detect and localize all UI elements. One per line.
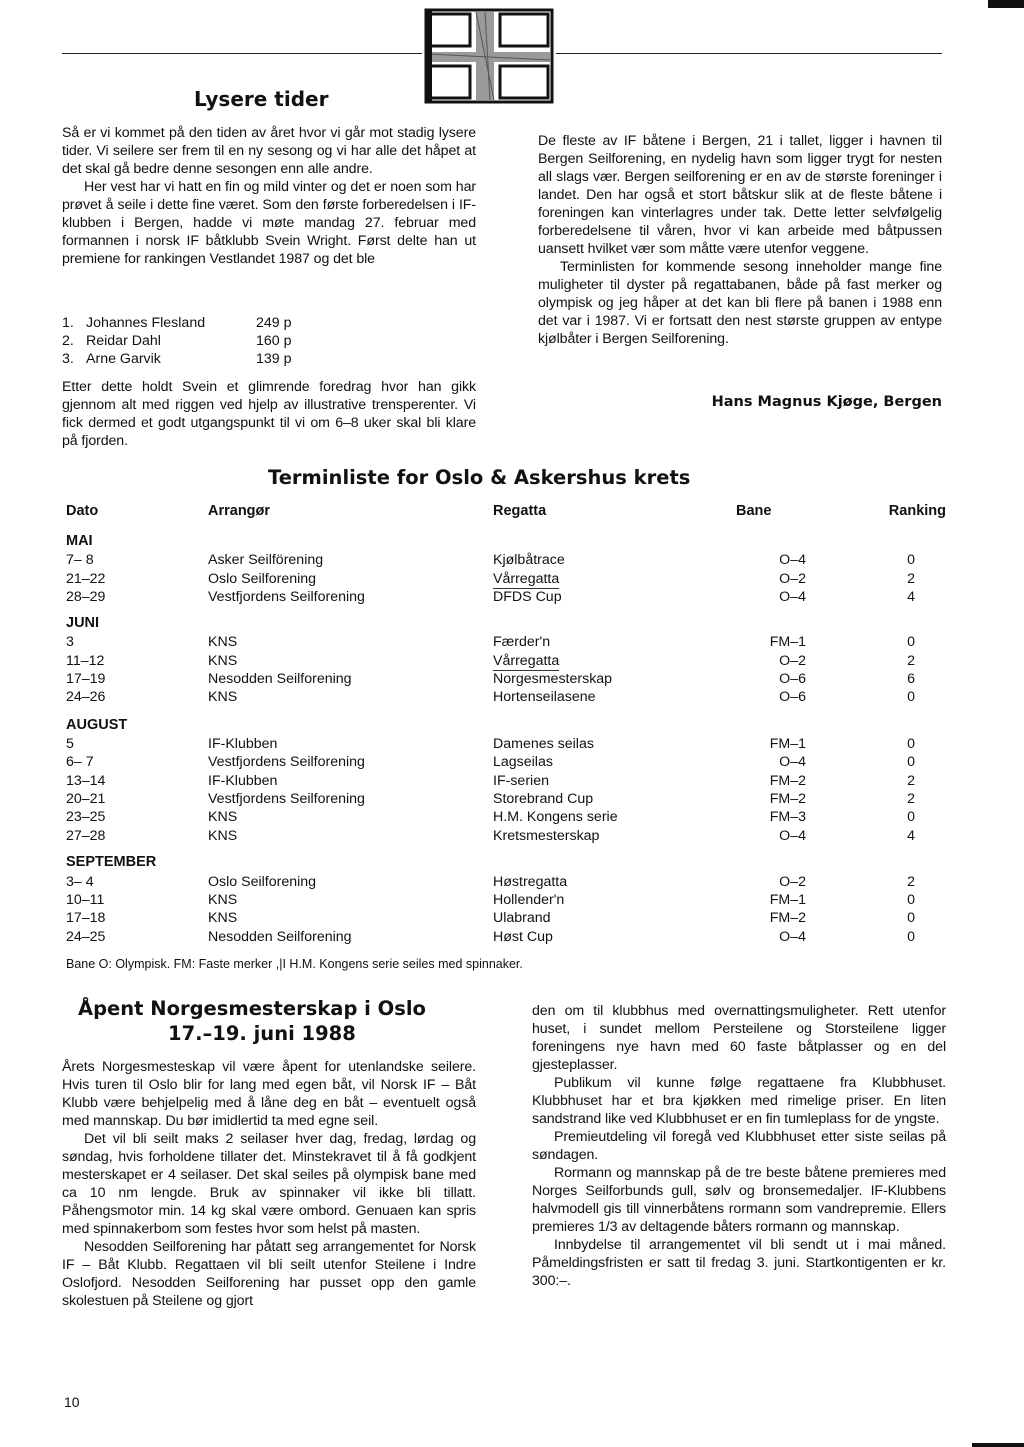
table-row: [66, 909, 946, 927]
cell-ranking: 2: [907, 773, 915, 789]
article1-right-column: [538, 132, 942, 348]
cell-ranking: 0: [907, 892, 915, 908]
cell-date: 20–21: [66, 791, 106, 807]
cell-ranking: 0: [907, 634, 915, 650]
column-header-course: Bane: [736, 503, 772, 519]
cell-regatta: Lagseilas: [493, 754, 553, 770]
corner-mark: [988, 0, 1024, 8]
cell-course: FM–2: [769, 773, 806, 789]
cell-regatta: IF-serien: [493, 773, 549, 789]
cell-course: O–6: [779, 689, 806, 705]
cell-regatta: Færder'n: [493, 634, 551, 650]
schedule-title: Terminliste for Oslo & Askershus krets: [268, 466, 691, 489]
result-points: 249 p: [256, 315, 292, 331]
cell-organizer: KNS: [208, 653, 238, 669]
cell-regatta: H.M. Kongens serie: [493, 809, 618, 825]
norwegian-flag-icon: [424, 8, 556, 104]
cell-organizer: KNS: [208, 689, 238, 705]
article2-paragraph: Innbydelse til arrangementet vil bli sendt ut i mai måned. Påmeldingsfristen er satt til fredag 3. juni. Startkontigenten er kr. 300:–.: [532, 1237, 946, 1289]
cell-course: FM–1: [769, 634, 806, 650]
month-heading: SEPTEMBER: [66, 854, 157, 870]
cell-organizer: KNS: [208, 828, 238, 844]
cell-date: 17–18: [66, 910, 106, 926]
article1-paragraph: Etter dette holdt Svein et glimrende foredrag hvor han gikk gjennom alt med riggen ved hjelp av illustrative trensperenter. Vi fick dermed et godt utgangspunkt til vi om 6–8 uker skal bli klare på fjorden.: [62, 379, 476, 449]
cell-date: 24–25: [66, 929, 106, 945]
column-header-ranking: Ranking: [888, 503, 946, 519]
table-row: [66, 570, 946, 588]
cell-regatta: Kjølbåtrace: [493, 552, 565, 568]
result-rank: 1.: [62, 315, 74, 331]
cell-organizer: Vestfjordens Seilforening: [208, 754, 365, 770]
cell-date: 10–11: [66, 892, 105, 908]
article2-paragraph: Publikum vil kunne følge regattaene fra Klubbhuset. Klubbhuset har et bra kjøkken med rimelige priser. En liten sandstrand like ved Klubbhuset er en fin tumleplass for de yngste.: [532, 1075, 946, 1127]
cell-course: FM–1: [769, 892, 806, 908]
cell-regatta: Høstregatta: [493, 874, 568, 890]
cell-date: 5: [66, 736, 74, 752]
cell-course: O–4: [779, 828, 806, 844]
month-heading: AUGUST: [66, 717, 128, 733]
article2-paragraph: den om til klubbhus med overnattingsmuligheter. Rett utenfor huset, i sundet mellom Persteilene og Storsteilene ligger foreningens nye havn med 60 faste båtplasser og en del gjesteplasser.: [532, 1003, 946, 1073]
cell-ranking: 2: [907, 653, 915, 669]
cell-ranking: 4: [907, 828, 915, 844]
table-row: [66, 551, 946, 569]
result-rank: 2.: [62, 333, 74, 349]
table-row: [66, 633, 946, 651]
table-row: [66, 772, 946, 790]
cell-date: 13–14: [66, 773, 106, 789]
result-name: Arne Garvik: [86, 351, 161, 367]
table-row: [66, 670, 946, 688]
cell-date: 24–26: [66, 689, 106, 705]
cell-course: O–4: [779, 589, 806, 605]
column-header-regatta: Regatta: [493, 503, 547, 519]
cell-ranking: 0: [907, 910, 915, 926]
cell-regatta: Norgesmesterskap: [493, 671, 613, 687]
article2-paragraph: Det vil bli seilt maks 2 seilaser hver dag, fredag, lørdag og søndag, hvis forholdene tillater det. Minstekravet til å få godkjent mesterskapet er 4 seilaser. Det skal seiles på olympisk bane med ca 10 nm lengde. Bruk av spinnaker vil ikke bli tillatt. Påhengsmotor min. 14 kg skal være ombord. Genuaen kan spris med spinnakerbom som festes hvor som helst på masten.: [62, 1131, 476, 1237]
cell-course: O–2: [779, 653, 806, 669]
cell-ranking: 0: [907, 689, 915, 705]
table-row: [66, 808, 946, 826]
cell-ranking: 2: [907, 791, 915, 807]
article1-closing: [62, 378, 476, 450]
table-row: [66, 688, 946, 706]
month-heading: MAI: [66, 533, 93, 549]
cell-regatta: Kretsmesterskap: [493, 828, 600, 844]
table-row: [66, 588, 946, 606]
article1-paragraph: Så er vi kommet på den tiden av året hvor vi går mot stadig lysere tider. Vi seilere ser frem til en ny sesong og vi har alle det håpet at det skal gå bedre denne sesongen enn alle andre.: [62, 125, 476, 177]
cell-ranking: 2: [907, 571, 915, 587]
cell-course: FM–1: [769, 736, 806, 752]
result-points: 139 p: [256, 351, 292, 367]
cell-organizer: KNS: [208, 634, 238, 650]
article2-title-line1: Åpent Norgesmesterskap i Oslo: [78, 997, 426, 1020]
result-row: [62, 349, 362, 369]
cell-regatta: Vårregatta: [493, 571, 560, 587]
article1-paragraph: Her vest har vi hatt en fin og mild vinter og det er noen som har prøvet å seile i dette fine været. Som den første forberedelsen i IF-klubben i Bergen, hadde vi møte mandag 27. februar med formannen i norsk IF båtklubb Svein Wright. Først delte han ut premiene for rankingen Vestlandet 1987 og det ble: [62, 179, 476, 267]
article2-right-column: [532, 1002, 946, 1290]
article2-paragraph: Årets Norgesmesteskap vil være åpent for utenlandske seilere. Hvis turen til Oslo blir for lang med egen båt, vil Norsk IF – Båt Klubb være behjelpelig med å låne deg en båt – eventuelt også med mannskap. Du bør imidlertid ta med egne seil.: [62, 1059, 476, 1129]
cell-ranking: 0: [907, 754, 915, 770]
cell-organizer: Asker Seilförening: [208, 552, 324, 568]
table-row: [66, 790, 946, 808]
cell-date: 11–12: [66, 653, 105, 669]
result-row: [62, 331, 362, 351]
cell-organizer: Nesodden Seilforening: [208, 671, 352, 687]
page-number: 10: [64, 1394, 80, 1410]
cell-ranking: 2: [907, 874, 915, 890]
cell-regatta: DFDS Cup: [493, 589, 562, 605]
result-rank: 3.: [62, 351, 74, 367]
schedule-footnote: Bane O: Olympisk. FM: Faste merker ,|I H.M. Kongens serie seiles med spinnaker.: [66, 957, 523, 971]
article2-title-line2: 17.–19. juni 1988: [168, 1022, 356, 1045]
article2-left-column: [62, 1058, 476, 1310]
results-list: [62, 313, 362, 373]
cell-ranking: 0: [907, 929, 915, 945]
article1-title: Lysere tider: [194, 87, 329, 111]
cell-date: 28–29: [66, 589, 106, 605]
cell-date: 7– 8: [66, 552, 94, 568]
cell-regatta: Hortenseilasene: [493, 689, 596, 705]
table-row: [66, 753, 946, 771]
cell-organizer: KNS: [208, 809, 238, 825]
result-points: 160 p: [256, 333, 292, 349]
cell-regatta: Vårregatta: [493, 653, 560, 669]
cell-organizer: Vestfjordens Seilforening: [208, 791, 365, 807]
cell-course: O–4: [779, 552, 806, 568]
cell-course: O–2: [779, 874, 806, 890]
cell-organizer: KNS: [208, 910, 238, 926]
cell-course: O–4: [779, 929, 806, 945]
column-header-organizer: Arrangør: [208, 503, 271, 519]
column-header-date: Dato: [66, 503, 99, 519]
top-rule-left: [62, 53, 422, 54]
table-row: [66, 891, 946, 909]
cell-ranking: 6: [907, 671, 915, 687]
cell-organizer: Nesodden Seilforening: [208, 929, 352, 945]
result-name: Johannes Flesland: [86, 315, 206, 331]
cell-ranking: 0: [907, 736, 915, 752]
cell-organizer: Oslo Seilforening: [208, 571, 317, 587]
cell-date: 17–19: [66, 671, 106, 687]
cell-course: O–6: [779, 671, 806, 687]
cell-ranking: 0: [907, 552, 915, 568]
cell-regatta: Høst Cup: [493, 929, 553, 945]
article2-paragraph: Rormann og mannskap på de tre beste båtene premieres med Norges Seilforbunds gull, sølv og bronsemedaljer. IF-Klubbens halvmodell gis till vinnerbåtens rormann som vandrepremie. Ellers premieres 1/3 av deltagende båters rormann og mannskap.: [532, 1165, 946, 1235]
result-name: Reidar Dahl: [86, 333, 161, 349]
cell-organizer: IF-Klubben: [208, 736, 278, 752]
month-heading: JUNI: [66, 615, 100, 631]
cell-organizer: IF-Klubben: [208, 773, 278, 789]
cell-date: 3– 4: [66, 874, 94, 890]
table-row: [66, 652, 946, 670]
cell-course: FM–3: [769, 809, 806, 825]
top-rule-right: [556, 53, 942, 54]
cell-organizer: Vestfjordens Seilforening: [208, 589, 365, 605]
table-row: [66, 735, 946, 753]
cell-date: 3: [66, 634, 74, 650]
article1-paragraph: Terminlisten for kommende sesong inneholder mange fine muligheter til dyster på regattabanen, både på fast merker og olympisk og jeg håper at det kan bli flere på banen i 1988 enn det var i 1987. Vi er fortsatt den nest største gruppen av entype kjølbåter i Bergen Seilforening.: [538, 259, 942, 347]
cell-course: FM–2: [769, 910, 806, 926]
article2-paragraph: Nesodden Seilforening har påtatt seg arrangementet for Norsk IF – Båt Klubb. Regattaen vil bli seilt utenfor Steilene i Indre Oslofjord. Nesodden Seilforening har pusset opp den gamle skolestuen på Steilene og gjort: [62, 1239, 476, 1309]
article1-paragraph: De fleste av IF båtene i Bergen, 21 i tallet, ligger i havnen til Bergen Seilforening, en nydelig havn som ligger trygt for nesten all slags vær. Bergen seilforening er en av de største foreninger i landet. Den har også et stort båtskur slik at de fleste båtene i foreningen kan vinterlagres under tak. Dette letter selvfølgelig forberedelsene til våren, hvor vi kan arbeide med båtpussen uansett hvilket vær som måtte være utenfor veggene.: [538, 133, 942, 257]
table-row: [66, 827, 946, 845]
cell-date: 21–22: [66, 571, 106, 587]
table-row: [66, 873, 946, 891]
article1-signature: Hans Magnus Kjøge, Bergen: [711, 394, 942, 410]
cell-date: 6– 7: [66, 754, 94, 770]
cell-organizer: Oslo Seilforening: [208, 874, 317, 890]
cell-course: O–2: [779, 571, 806, 587]
cell-ranking: 0: [907, 809, 915, 825]
cell-ranking: 4: [907, 589, 915, 605]
cell-organizer: KNS: [208, 892, 238, 908]
cell-regatta: Storebrand Cup: [493, 791, 594, 807]
cell-regatta: Damenes seilas: [493, 736, 594, 752]
cell-date: 23–25: [66, 809, 106, 825]
bottom-mark: [972, 1443, 1024, 1447]
article2-paragraph: Premieutdeling vil foregå ved Klubbhuset etter siste seilas på søndagen.: [532, 1129, 946, 1163]
result-row: [62, 313, 362, 333]
cell-regatta: Ulabrand: [493, 910, 551, 926]
cell-regatta: Hollender'n: [493, 892, 565, 908]
cell-date: 27–28: [66, 828, 106, 844]
table-header-row: [66, 502, 946, 520]
table-row: [66, 928, 946, 946]
article1-left-column: [62, 124, 476, 268]
cell-course: FM–2: [769, 791, 806, 807]
cell-course: O–4: [779, 754, 806, 770]
